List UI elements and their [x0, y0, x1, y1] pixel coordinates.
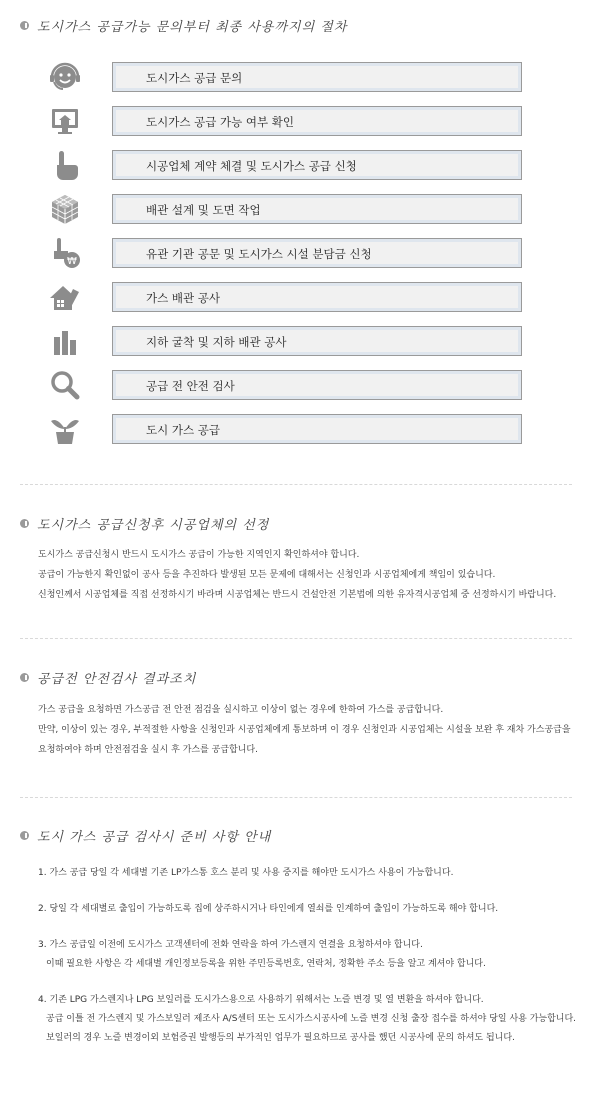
safety-paragraph: 가스 공급을 요청하면 가스공급 전 안전 점검을 실시하고 이상이 없는 경우에 한하여 가스를 공급합니다. 만약, 이상이 있는 경우, 부적절한 사항을 신청인과 시공업체에게 통보하며 이 경우 신청인과 시공업체는 시설을 보완 후 재차 가스공급을 요청하여야 하며 안전점검을 실시 후 가스를 공급합니다.: [38, 705, 571, 755]
bar-chart-icon: [45, 321, 85, 361]
divider: [20, 797, 572, 798]
divider: [20, 484, 572, 485]
pointing-hand-icon: [45, 145, 85, 185]
section-title-safety-check: 공급전 안전검사 결과조치: [20, 668, 196, 687]
bullet-icon: [20, 21, 29, 30]
hand-won-icon: [45, 233, 85, 273]
list-item: 2. 당일 각 세대별로 출입이 가능하도록 집에 상주하시거나 타인에게 열쇠를 인계하여 출입이 가능하도록 해야 합니다.: [38, 904, 499, 914]
list-item: 4. 기존 LPG 가스렌지나 LPG 보일러를 도시가스용으로 사용하기 위해서는 노즐 변경 및 열 변환을 하셔야 합니다. 공급 이틀 전 가스렌지 및 가스보일러 제조사 A/S센터 또는 도시가스시공사에 노즐 변경 신청 출장 접수를 하셔야 당일 사용 가능합니다. 보일러의 경우 노즐 변경이외 보험증권 발행등의 부가적인 업무가 필요하므로 공사를 했던 시공사에 문의 하셔도 됩니다.: [38, 995, 577, 1043]
section-title-contractor: 도시가스 공급신청후 시공업체의 선정: [20, 514, 269, 533]
headset-person-icon: [45, 57, 85, 97]
monitor-house-icon: [45, 101, 85, 141]
house-pencil-icon: [45, 277, 85, 317]
list-item: 1. 가스 공급 당일 각 세대별 기존 LP가스통 호스 분리 및 사용 중지를 해야만 도시가스 사용이 가능합니다.: [38, 868, 454, 878]
svg-text:₩: ₩: [67, 256, 77, 267]
divider: [20, 638, 572, 639]
step-box-9: 도시 가스 공급: [112, 414, 522, 444]
bullet-icon: [20, 673, 29, 682]
bullet-icon: [20, 831, 29, 840]
step-box-4: 배관 설계 및 도면 작업: [112, 194, 522, 224]
step-box-8: 공급 전 안전 검사: [112, 370, 522, 400]
step-box-1: 도시가스 공급 문의: [112, 62, 522, 92]
step-box-3: 시공업체 계약 체결 및 도시가스 공급 신청: [112, 150, 522, 180]
inspection-list: [38, 864, 576, 1065]
list-item: 3. 가스 공급일 이전에 도시가스 고객센터에 전화 연락을 하여 가스렌지 연결을 요청하셔야 합니다. 이때 필요한 사항은 각 세대별 개인정보등록을 위한 주민등록번호, 연락처, 정확한 주소 등을 알고 계셔야 합니다.: [38, 940, 486, 969]
section-title-inspection-prep: 도시 가스 공급 검사시 준비 사항 안내: [20, 826, 271, 845]
step-box-2: 도시가스 공급 가능 여부 확인: [112, 106, 522, 136]
contractor-paragraph: 도시가스 공급신청시 반드시 도시가스 공급이 가능한 지역인지 확인하셔야 합니다. 공급이 가능한지 확인없이 공사 등을 추진하다 발생된 모든 문제에 대해서는 신청인과 시공업체에게 책임이 있습니다. 신청인께서 시공업체를 직접 선정하시기 바라며 시공업체는 반드시 건설안전 기본법에 의한 유자격시공업체 중 선정하시기 바랍니다.: [38, 550, 557, 600]
cube-grid-icon: [45, 189, 85, 229]
bullet-icon: [20, 519, 29, 528]
magnifier-icon: [45, 365, 85, 405]
step-box-6: 가스 배관 공사: [112, 282, 522, 312]
sprout-pot-icon: [45, 409, 85, 449]
section-title-procedure: 도시가스 공급가능 문의부터 최종 사용까지의 절차: [20, 16, 347, 35]
step-box-7: 지하 굴착 및 지하 배관 공사: [112, 326, 522, 356]
step-box-5: 유관 기관 공문 및 도시가스 시설 분담금 신청: [112, 238, 522, 268]
